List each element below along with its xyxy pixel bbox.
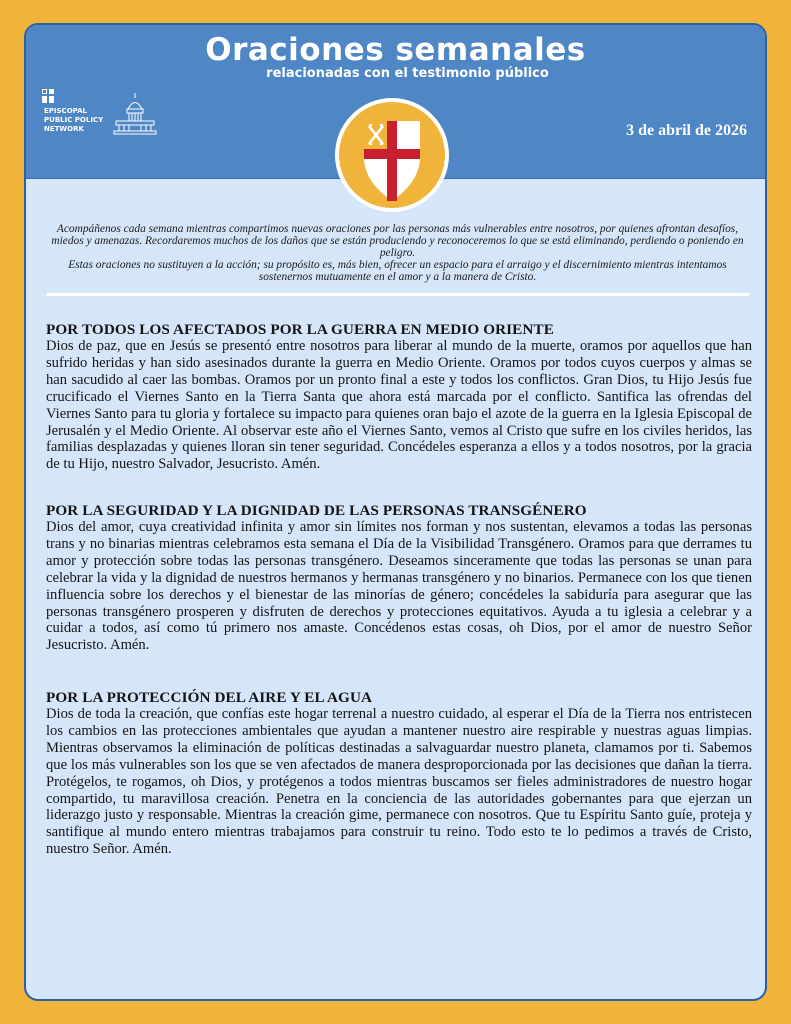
intro-paragraph-2: Estas oraciones no sustituyen a la acción; su propósito es, más bien, ofrecer un espacio para el arraigo y el discernimiento mientras intentamos sostenernos mutuamente en el amor y a la manera de Cristo. [68,259,727,283]
section-body: Dios de paz, que en Jesús se presentó entre nosotros para liberar al mundo de la muerte, oramos por aquellos que han sufrido heridas y han sido asesinados durante la guerra en Medio Oriente. Oramos por todos cuyos cuerpos y almas se han sacudido al caer las bombas. Oramos por un pronto final a este y todos los conflictos. Gran Dios, tu Hijo Jesús fue crucificado el Viernes Santo en la Tierra Santa que ahora está marcada por el conflicto. Santifica las ofrendas del Viernes Santo para tu gloria y fortalece su impacto para quienes oran bajo el azote de la guerra en la Iglesia Episcopal de Jerusalén y el Medio Oriente. Al observar este año el Viernes Santo, vemos al Cristo que sufre en los civiles heridos, las familias desplazadas y quienes lloran sin tener seguridad. Concédeles esperanza a ellos y a todos nosotros, por la gracia de tu Hijo, nuestro Salvador, Jesucristo. Amén. [46,338,752,473]
episcopal-shield-icon [334,97,450,213]
introduction [46,223,749,283]
section-heading: POR LA SEGURIDAD Y LA DIGNIDAD DE LAS PERSONAS TRANSGÉNERO [46,502,587,519]
prayer-section-middle-east [46,321,752,473]
org-name-line3: NETWORK [44,125,84,133]
intro-divider [46,293,749,296]
publication-date: 3 de abril de 2026 [626,122,747,139]
episcopal-cross-icon [42,89,54,103]
org-name [44,107,114,134]
page-title: Oraciones semanales [205,32,586,68]
page-subtitle: relacionadas con el testimonio público [266,66,549,81]
prayer-section-transgender [46,502,752,654]
org-name-line2: PUBLIC POLICY [44,116,104,124]
section-body: Dios del amor, cuya creatividad infinita y amor sin límites nos forman y nos sustentan, elevamos a todas las personas trans y no binarias mientras celebramos esta semana el Día de la Visibilidad Transgénero. Oramos para que derrames tu amor y protección sobre todas las personas transgénero. Deseamos sinceramente que todas las personas se unan para celebrar la vida y la dignidad de nuestros hermanos y hermanas transgénero y no binarios. Permanece con los que tienen influencia sobre los derechos y el bienestar de las minorías de género; concédeles la sabiduría para asegurar que las personas transgénero prosperen y disfruten de derechos y protecciones equitativos. Ayuda a tu iglesia a celebrar y a cuidar a todos, así como tú primero nos amaste. Concédenos estas cosas, oh Dios, por el amor de nuestro Señor Jesucristo. Amén. [46,519,752,654]
prayer-section-air-water [46,689,752,858]
capitol-dome-icon [112,91,158,135]
section-body: Dios de toda la creación, que confías este hogar terrenal a nuestro cuidado, al esperar el Día de la Tierra nos entristecen los cambios en las protecciones ambientales que ayudan a mantener nuestro aire respirable y nuestras aguas limpias. Mientras observamos la eliminación de políticas destinadas a salvaguardar nuestro planeta, clamamos por ti. Sabemos que los más vulnerables son los que se ven afectados de manera desproporcionada por las decisiones que dañan la tierra. Protégelos, te rogamos, oh Dios, y protégenos a todos mientras buscamos ser fieles administradores de nuestro hogar compartido, tu maravillosa creación. Penetra en la conciencia de las autoridades gobernantes para que ejerzan un liderazgo justo y responsable. Mientras la creación gime, permanece con nosotros. Que tu Espíritu Santo guíe, proteja y santifique al mundo entero mientras trabajamos para construir tu reino. Todo esto te lo pedimos a través de Cristo, nuestro Señor. Amén. [46,706,752,858]
section-heading: POR TODOS LOS AFECTADOS POR LA GUERRA EN MEDIO ORIENTE [46,321,554,338]
prayer-sheet-panel [24,23,767,1001]
org-name-line1: EPISCOPAL [44,107,88,115]
intro-paragraph-1: Acompáñenos cada semana mientras compartimos nuevas oraciones por las personas más vulnerables entre nosotros, por quienes afrontan desafíos, miedos y amenazas. Recordaremos muchos de los daños que se están produciendo y reconoceremos lo que se está eliminando, perdiendo o poniendo en peligro. [51,223,744,259]
section-heading: POR LA PROTECCIÓN DEL AIRE Y EL AGUA [46,689,373,706]
episcopal-public-policy-network-logo [42,89,152,137]
